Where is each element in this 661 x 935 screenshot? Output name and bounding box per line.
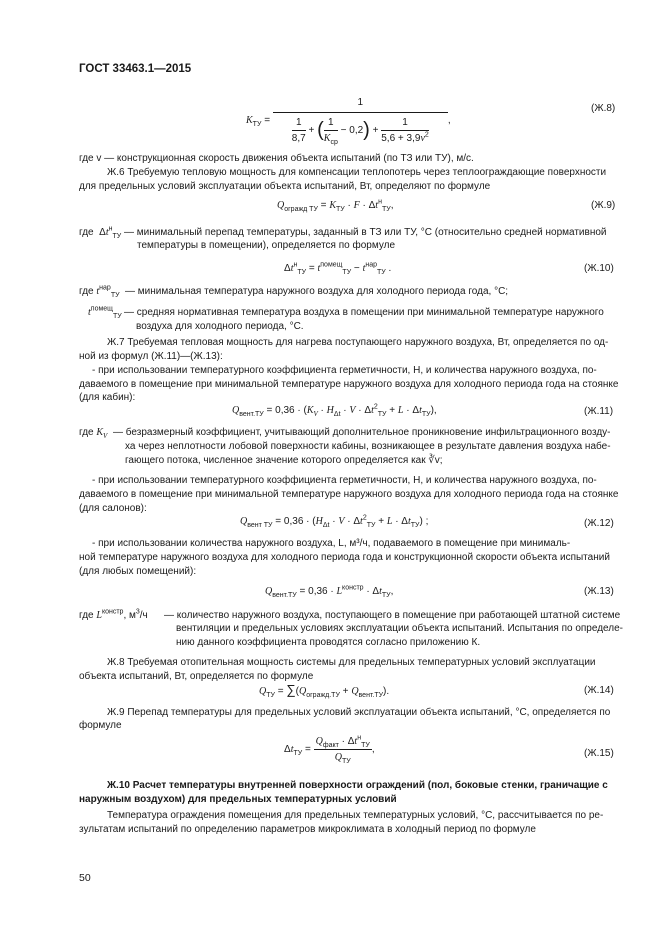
paragraph-salon-line3: (для салонов): — [79, 503, 147, 514]
equation-number: (Ж.8) — [591, 103, 616, 114]
where-kv-line2: ха через неплотности лобовой поверхности кабины, возникающее в результате давления воздуха набе- — [125, 441, 611, 452]
equation-number: (Ж.12) — [584, 518, 614, 529]
where-l-line2: вентиляции и предельных условиях эксплуатации объекта испытаний. Испытания по определе- — [176, 623, 624, 634]
formula-zh14: $Q_{ТУ} = \sum(Q_{огражд.ТУ} + Q_{вент.ТУ})$. — [259, 682, 390, 699]
paragraph-cabin-line2: даваемого в помещение при минимальной температуре наружного воздуха для холодного периода года на стоянке — [79, 379, 619, 390]
paragraph-all-line1: - при использовании количества наружного воздуха, L, м³/ч, подаваемого в помещение при минималь- — [92, 538, 571, 549]
formula-zh11: $Q_{вент.ТУ} = 0,36 \cdot (K_V \cdot H_{\Delta t} \cdot V \cdot \Delta t^2_{ТУ} + L \cdot \Delta t_{ТУ})$, — [232, 403, 437, 418]
where-tnar-text: — минимальная температура наружного воздуха для холодного периода года, °С; — [125, 286, 509, 297]
paragraph-zh9-line2: формуле — [79, 720, 122, 731]
where-tpom-line1: — средняя нормативная температура воздуха в помещении при минимальной температуре наружного — [124, 307, 604, 318]
where-kv-line1: — безразмерный коэффициент, учитывающий дополнительное проникновение инфильтрационного возду- — [113, 427, 611, 438]
where-dt-symbol: где $\Delta t^н_{ТУ}$ — [79, 225, 122, 240]
paragraph-zh9-line1: Ж.9 Перепад температуры для предельных условий эксплуатации объекта испытаний, °С, определяется по — [107, 707, 611, 718]
where-l-line1: — количество наружного воздуха, поступающего в помещение при работающей штатной системе — [164, 610, 621, 621]
equation-number: (Ж.10) — [584, 263, 614, 274]
where-kv-line3: гающего потока, численное значение которого определяется как ∛v; — [125, 455, 443, 466]
paragraph-zh6-line2: для предельных условий эксплуатации объекта испытаний, Вт, определяют по формуле — [79, 181, 491, 192]
paragraph-zh8-line1: Ж.8 Требуемая отопительная мощность системы для предельных температурных условий эксплуатации — [107, 657, 596, 668]
paragraph-zh6-line1: Ж.6 Требуемую тепловую мощность для компенсации теплопотерь через теплоограждающие поверхности — [107, 167, 607, 178]
paragraph-last-line2: зультатам испытаний по определению параметров микроклимата в холодный период по формуле — [79, 824, 536, 835]
paragraph-cabin-line1: - при использовании температурного коэффициента герметичности, H, и количества наружного воздуха, по- — [92, 365, 597, 376]
formula-zh13: $Q_{вент.ТУ} = 0,36 \cdot L^{констр} \cdot \Delta t_{ТУ}$, — [265, 584, 394, 599]
paragraph-where-v: где v — конструкционная скорость движения объекта испытаний (по ТЗ или ТУ), м/с. — [79, 153, 474, 164]
paragraph-last-line1: Температура ограждения помещения для предельных температурных условий, °С, рассчитывается по ре- — [107, 810, 604, 821]
document-header: ГОСТ 33463.1—2015 — [79, 63, 192, 75]
where-kv-symbol: где $K_V$ — [79, 427, 108, 440]
equation-number: (Ж.15) — [584, 748, 614, 759]
section-heading-zh10-line2: наружным воздухом) для предельных температурных условий — [79, 794, 397, 805]
formula-zh9: $Q_{огражд ТУ} = K_{ТУ} \cdot F \cdot \Delta t^н_{ТУ}$, — [277, 198, 394, 213]
equation-number: (Ж.13) — [584, 586, 614, 597]
page-number: 50 — [79, 872, 91, 884]
equation-number: (Ж.14) — [584, 685, 614, 696]
formula-zh15: $\Delta t_{ТУ}$ = $\frac{Q_{факт} \cdot \Delta t^н_{ТУ}}{Q_{ТУ}}$ , — [284, 734, 375, 765]
where-tnar-symbol: где $t^{нар}_{ТУ}$ — [79, 284, 120, 299]
paragraph-zh8-line2: объекта испытаний, Вт, определяется по формуле — [79, 671, 314, 682]
paragraph-zh7-line2: ной из формул (Ж.11)—(Ж.13): — [79, 351, 223, 362]
formula-zh12: $Q_{вент ТУ} = 0,36 \cdot (H_{\Delta t} \cdot V \cdot \Delta t^2_{ТУ} + L \cdot \Delta t_{ТУ})$ ; — [240, 514, 429, 529]
where-tpom-line2: воздуха для холодного периода, °С. — [136, 321, 304, 332]
where-dt-line1: — минимальный перепад температуры, заданный в ТЗ или ТУ, °С (относительно средней нормативной — [124, 227, 607, 238]
paragraph-all-line2: ной температуре наружного воздуха для холодного периода года и конструкционной скорости объекта испытаний — [79, 552, 610, 563]
paragraph-salon-line2: даваемого в помещение при минимальной температуре наружного воздуха для холодного периода года на стоянке — [79, 489, 619, 500]
paragraph-zh7-line1: Ж.7 Требуемая тепловая мощность для нагрева поступающего наружного воздуха, Вт, определяется по од- — [107, 337, 609, 348]
formula-zh10: $\Delta t^н_{ТУ} = t^{помещ}_{ТУ} - t^{нар}_{ТУ}$ . — [284, 261, 392, 276]
where-dt-line2: температуры в помещении), определяется по формуле — [137, 240, 396, 251]
equation-number: (Ж.11) — [584, 406, 614, 417]
where-l-line3: нию данного коэффициента проводятся согласно приложению К. — [176, 637, 481, 648]
equation-number: (Ж.9) — [591, 200, 616, 211]
paragraph-salon-line1: - при использовании температурного коэффициента герметичности, H, и количества наружного воздуха, по- — [92, 475, 597, 486]
paragraph-cabin-line3: (для кабин): — [79, 392, 136, 403]
formula-zh8: $K_{ТУ}$ = 1 $\frac{1}{8,7}$ + ( $\frac{1}{K_{ср}}$ − 0,2) + $\frac{1}{5,6 + 3,9v^2}$ , — [246, 97, 451, 146]
section-heading-zh10-line1: Ж.10 Расчет температуры внутренней поверхности ограждений (пол, боковые стенки, граничащие с — [107, 780, 608, 791]
where-tpom-symbol: $t^{помещ}_{ТУ}$ — [88, 305, 122, 320]
paragraph-all-line3: (для любых помещений): — [79, 566, 197, 577]
where-l-symbol: где $L^{констр}$, $м^3/ч$ — [79, 608, 148, 621]
